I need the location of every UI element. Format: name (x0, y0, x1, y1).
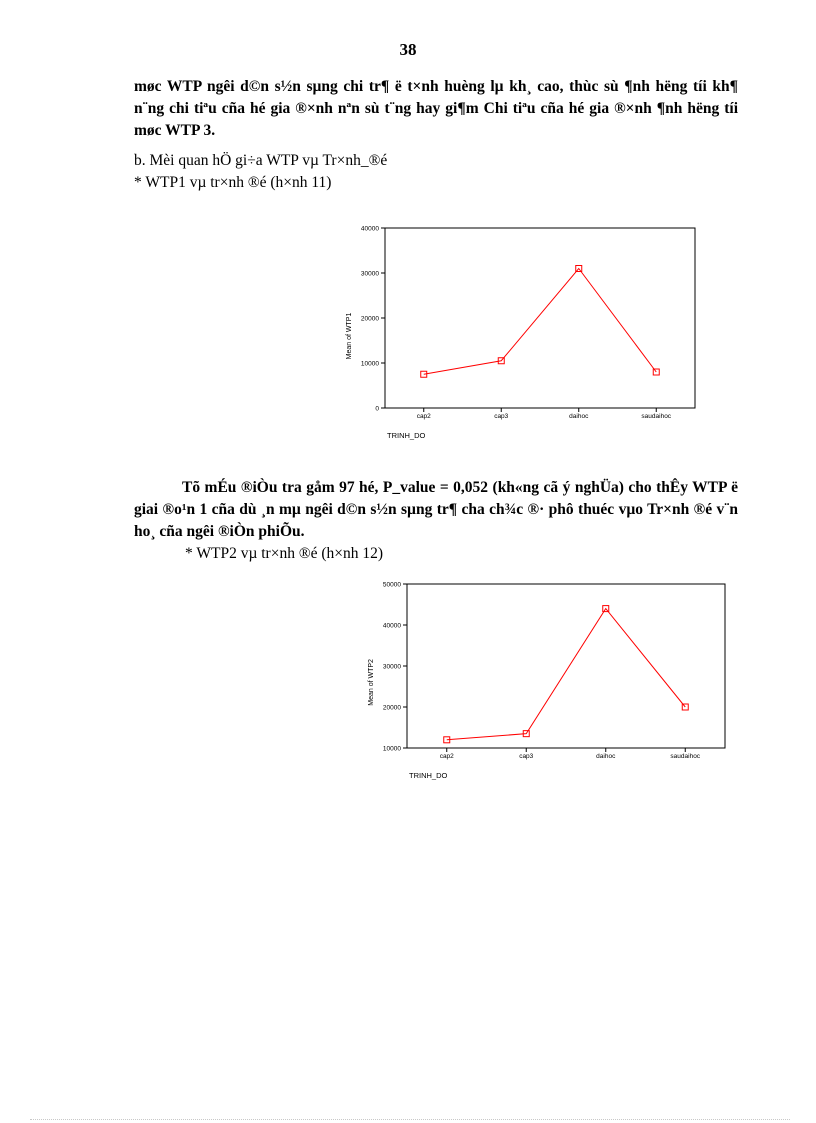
series-line (447, 609, 686, 740)
y-axis-label: Mean of WTP2 (368, 659, 375, 706)
y-tick-label: 30000 (360, 270, 379, 278)
x-tick-label: saudaihoc (670, 753, 701, 760)
wtp2-heading: * WTP2 vµ tr×nh ®é (h×nh 12) (185, 545, 384, 562)
y-tick-label: 20000 (382, 704, 401, 712)
paragraph-wtp3: møc WTP ngêi d©n s½n sµng chi tr¶ ë t×nh huèng lµ kh¸ cao, thùc sù ¶nh hëng tíi kh¶ n¨ng chi tiªu cña hé gia ®×nh nªn sù t¨ng hay gi¶m Chi tiªu cña hé gia ®×nh ¶nh hëng tíi møc WTP 3. (134, 78, 738, 139)
y-tick-label: 30000 (382, 663, 401, 671)
y-tick-label: 10000 (382, 745, 401, 753)
paragraph-pvalue: Tõ mÉu ®iÒu tra gåm 97 hé, P_value = 0,052 (kh«ng cã ý nghÜa) cho thÊy WTP ë giai ®o¹n 1 cña dù ¸n mµ ngêi d©n s½n sµng tr¶ cha ch¾c ®· phô thuéc vµo Tr×nh ®é v¨n ho¸ cña ngêi ®iÒn phiÕu. (134, 479, 738, 540)
y-tick-label: 40000 (382, 622, 401, 630)
page-number: 38 (399, 40, 417, 59)
y-tick-label: 0 (375, 405, 379, 413)
y-tick-label: 20000 (360, 315, 379, 323)
x-tick-label: daihoc (596, 753, 616, 760)
x-tick-label: saudaihoc (641, 413, 672, 420)
plot-frame (407, 584, 725, 748)
chart-wtp1 (330, 215, 720, 445)
y-tick-label: 50000 (382, 581, 401, 589)
section-b-heading: b. Mèi quan hÖ gi÷a WTP vµ Tr×nh_®é (134, 152, 388, 169)
x-tick-label: cap2 (439, 753, 454, 760)
wtp1-heading: * WTP1 vµ tr×nh ®é (h×nh 11) (134, 174, 332, 191)
series-line (424, 269, 657, 375)
y-tick-label: 40000 (360, 225, 379, 233)
chart-wtp2 (350, 578, 740, 788)
x-axis-label: TRINH_DO (409, 771, 448, 780)
plot-frame (385, 228, 695, 408)
x-tick-label: cap2 (416, 413, 431, 420)
y-axis-label: Mean of WTP1 (346, 312, 353, 360)
footer-rule (30, 1119, 790, 1120)
x-axis-label: TRINH_DO (387, 431, 426, 440)
x-tick-label: cap3 (519, 753, 534, 760)
x-tick-label: cap3 (494, 413, 509, 420)
x-tick-label: daihoc (569, 413, 589, 420)
y-tick-label: 10000 (360, 360, 379, 368)
